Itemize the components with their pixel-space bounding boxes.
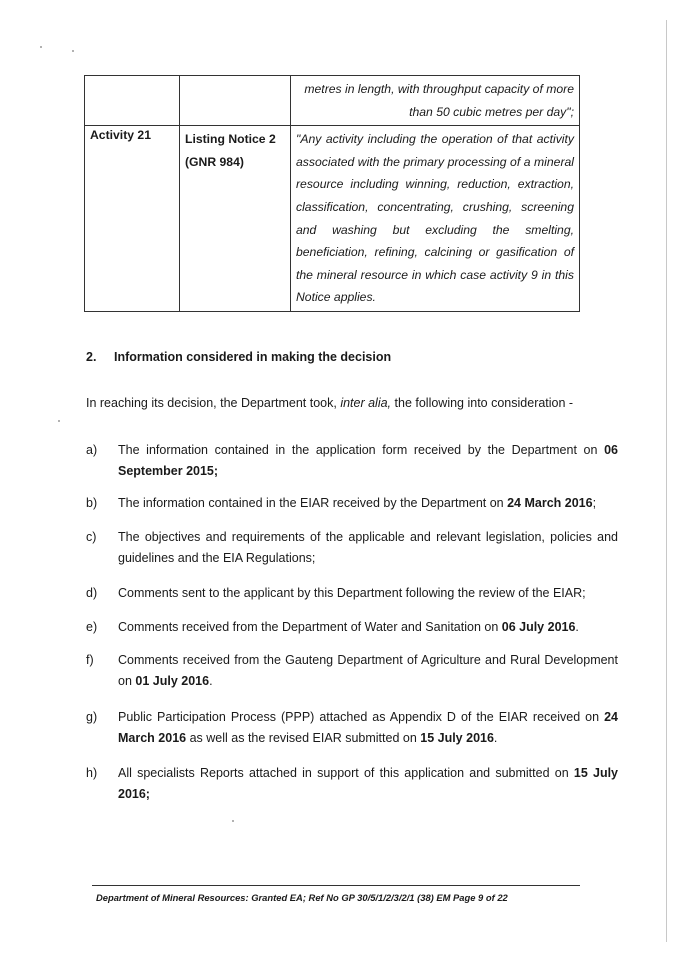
- list-item-suffix: .: [209, 674, 213, 688]
- intro-italic-text: inter alia,: [340, 396, 392, 410]
- footer-divider: [92, 885, 580, 886]
- scan-edge-line: [666, 20, 667, 942]
- description-text: "Any activity including the operation of that activity associated with the primary processing of a mineral resource including winning, reduction, extraction, classification, concentrating, crushing, screening and washing but excluding the smelting, beneficiation, refining, calcining or gasification of the mineral resource in which case activity 9 in this Notice applies.: [296, 132, 574, 305]
- list-item-letter: a): [86, 443, 98, 457]
- listing-activity-table: [84, 75, 580, 312]
- list-item: [86, 493, 618, 514]
- list-item-text: The information contained in the EIAR received by the Department on: [118, 496, 508, 510]
- scan-speck: [40, 46, 42, 48]
- list-item-text: The objectives and requirements of the applicable and relevant legislation, policies and guidelines and the EIA Regulations;: [118, 530, 618, 565]
- list-item-date: 01 July 2016: [135, 674, 210, 688]
- list-item-letter: h): [86, 766, 98, 780]
- list-item-suffix: .: [493, 731, 498, 745]
- activity-cell: Activity 21: [85, 126, 180, 312]
- list-item-date: 24 March 2016: [118, 710, 618, 745]
- list-item-letter: b): [86, 496, 98, 510]
- list-item: [86, 527, 618, 569]
- list-item-letter: e): [86, 620, 98, 634]
- listing-cell: [180, 126, 291, 312]
- list-item-suffix: ;: [592, 496, 597, 510]
- activity-cell: [85, 76, 180, 126]
- section-heading: [86, 350, 391, 364]
- list-item-letter: f): [86, 653, 94, 667]
- list-item: [86, 583, 618, 604]
- list-item: [86, 617, 618, 638]
- scan-speck: [232, 820, 234, 822]
- description-text: metres in length, with throughput capacity of more than 50 cubic metres per day";: [304, 82, 574, 119]
- list-item: [86, 440, 618, 482]
- list-item-letter: g): [86, 710, 98, 724]
- list-item-date: 15 July 2016: [420, 731, 494, 745]
- list-item-date: 15 July 2016;: [118, 766, 619, 801]
- table-row: [85, 76, 580, 126]
- list-item: [86, 707, 618, 749]
- list-item-date: 24 March 2016: [507, 496, 593, 510]
- listing-notice-label: Listing Notice 2: [185, 132, 276, 147]
- listing-cell: [180, 76, 291, 126]
- list-item-date: 06 July 2016: [501, 620, 576, 634]
- list-item-text: Comments received from the Gauteng Department of Agriculture and Rural Development on: [118, 653, 618, 688]
- table-row: [85, 126, 580, 312]
- section-title: Information considered in making the decision: [114, 350, 392, 364]
- list-item-suffix: .: [575, 620, 579, 634]
- listing-gnr-label: (GNR 984): [185, 154, 244, 169]
- list-item-text: Comments sent to the applicant by this Department following the review of the EIAR;: [118, 586, 586, 600]
- list-item-text: The information contained in the application form received by the Department on: [118, 443, 605, 457]
- description-cell: [291, 126, 580, 312]
- intro-paragraph: [86, 396, 573, 410]
- section-number: 2.: [86, 350, 97, 364]
- list-item-text: All specialists Reports attached in support of this application and submitted on: [118, 766, 574, 780]
- scan-speck: [72, 50, 74, 52]
- list-item-letter: d): [86, 586, 98, 600]
- list-item-date: 06 September 2015;: [118, 443, 618, 478]
- list-item-text: Public Participation Process (PPP) attached as Appendix D of the EIAR received on: [118, 710, 605, 724]
- list-item-letter: c): [86, 530, 97, 544]
- page-footer: Department of Mineral Resources: Granted EA; Ref No GP 30/5/1/2/3/2/1 (38) EM Page 9 of 22: [96, 892, 508, 903]
- description-cell: [291, 76, 580, 126]
- list-item: [86, 650, 618, 692]
- list-item-text-cont: as well as the revised EIAR submitted on: [186, 731, 421, 745]
- scan-speck: [58, 420, 60, 422]
- list-item-text: Comments received from the Department of Water and Sanitation on: [118, 620, 502, 634]
- intro-text: In reaching its decision, the Department took,: [86, 396, 341, 410]
- list-item: [86, 763, 618, 805]
- intro-text-end: the following into consideration -: [391, 396, 574, 410]
